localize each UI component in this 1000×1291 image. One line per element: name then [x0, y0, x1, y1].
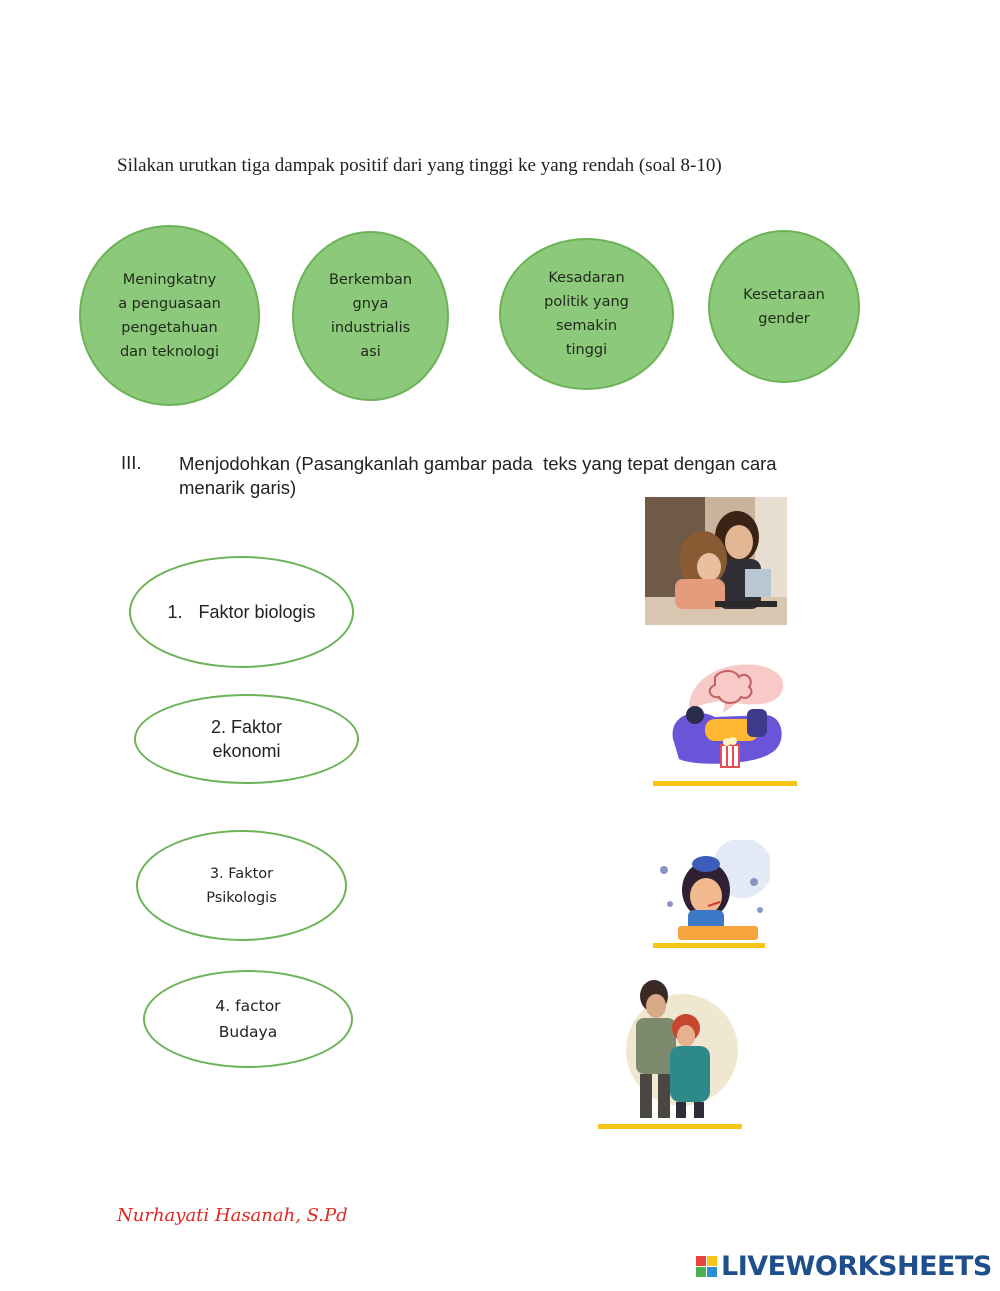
impact-circle-3[interactable]	[499, 238, 674, 390]
circle-2-line-3: industrialis	[330, 320, 411, 336]
impact-circle-4[interactable]	[708, 230, 860, 383]
match-item-3-line-2: Psikologis	[206, 889, 277, 906]
circle-2-line-2: gnya	[352, 296, 389, 312]
match-item-2-line-2: ekonomi	[212, 741, 281, 761]
liveworksheets-logo[interactable]	[696, 1251, 992, 1282]
match-item-4-line-1: 4. factor	[215, 997, 281, 1015]
circle-4-line-2: gender	[758, 310, 810, 327]
match-item-1-label: Faktor biologis	[198, 601, 316, 622]
match-item-2[interactable]	[134, 694, 359, 784]
circle-1-line-3: pengetahuan	[121, 319, 218, 336]
circle-1-line-4: dan teknologi	[119, 343, 220, 360]
impact-circle-2[interactable]	[292, 231, 449, 401]
match-item-1[interactable]	[129, 556, 354, 668]
circle-1-line-2: a penguasaan	[118, 295, 221, 312]
circle-2-line-4: asi	[360, 344, 381, 360]
circle-3-line-4: tinggi	[565, 342, 608, 358]
match-item-4[interactable]	[143, 970, 353, 1068]
poor-people-illustration[interactable]	[610, 978, 740, 1126]
match-item-4-line-2: Budaya	[218, 1023, 278, 1041]
circle-3-line-1: Kesadaran	[548, 270, 625, 286]
section-number: III.	[121, 452, 142, 473]
logo-text: LIVEWORKSHEETS	[721, 1251, 992, 1282]
circle-3-line-2: politik yang	[544, 294, 629, 310]
match-item-1-number: 1.	[167, 601, 183, 622]
image-2-underline	[653, 781, 797, 786]
section-title-line-1: Menjodohkan (Pasangkanlah gambar pada teks yang tepat dengan cara	[179, 453, 777, 474]
stressed-student-photo[interactable]	[645, 497, 787, 625]
instruction-text: Silakan urutkan tiga dampak positif dari yang tinggi ke yang rendah (soal 8-10)	[117, 155, 722, 176]
circle-1-line-1: Meningkatny	[122, 271, 217, 288]
match-item-3-line-1: 3. Faktor	[209, 865, 274, 882]
image-4-underline	[598, 1124, 742, 1129]
logo-icon	[696, 1256, 717, 1277]
circle-2-line-1: Berkemban	[328, 272, 413, 288]
circle-3-line-3: semakin	[555, 318, 618, 334]
author-name: Nurhayati Hasanah, S.Pd	[117, 1205, 348, 1226]
section-title	[179, 452, 839, 500]
sick-child-illustration[interactable]	[650, 840, 770, 940]
image-3-underline	[653, 943, 765, 948]
circle-4-line-1: Kesetaraan	[743, 286, 825, 303]
overthinking-person-illustration[interactable]	[665, 655, 787, 777]
match-item-2-line-1: 2. Faktor	[210, 717, 283, 737]
section-title-line-2: menarik garis)	[179, 477, 297, 498]
impact-circle-1[interactable]	[79, 225, 260, 406]
match-item-3[interactable]	[136, 830, 347, 941]
